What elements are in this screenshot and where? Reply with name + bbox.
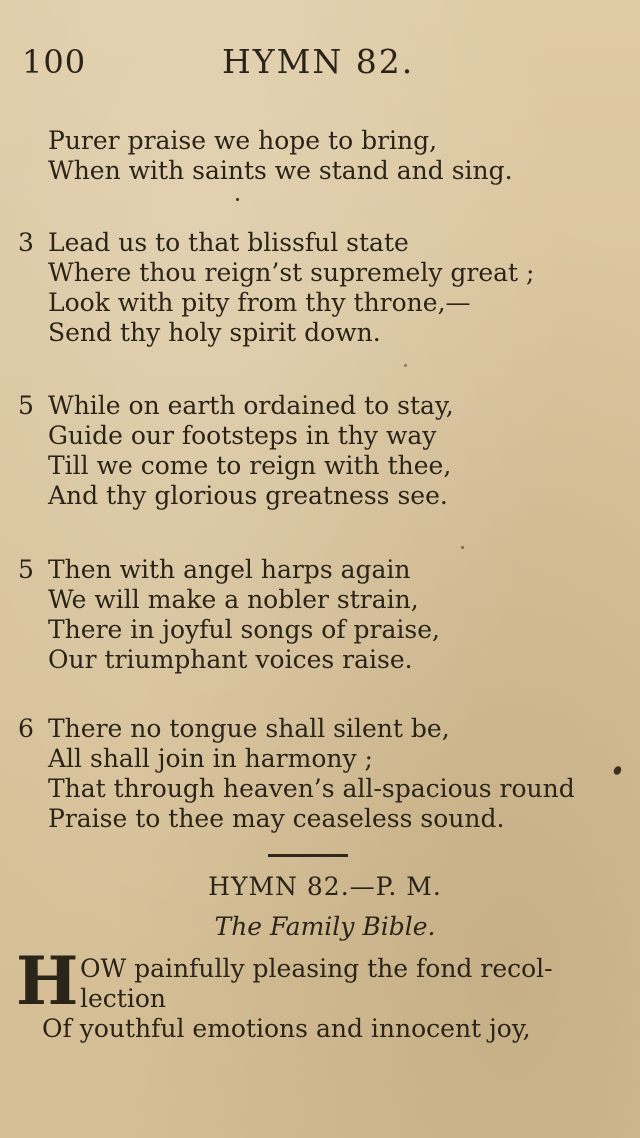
verse-line: All shall join in harmony ; bbox=[48, 744, 373, 773]
stanza bbox=[18, 228, 618, 348]
page-header bbox=[22, 40, 622, 84]
stanza-number: 5 bbox=[18, 555, 34, 584]
stanza-number: 6 bbox=[18, 714, 34, 743]
verse-line: 5 Then with angel harps again bbox=[18, 555, 411, 584]
verse-line: That through heaven’s all-spacious round bbox=[48, 774, 575, 803]
verse-line: OW painfully pleasing the fond recol- bbox=[80, 954, 553, 983]
verse-line: 3 Lead us to that blissful state bbox=[18, 228, 409, 257]
verse-line: Till we come to reign with thee, bbox=[48, 451, 452, 480]
paper-speck bbox=[461, 546, 464, 549]
verse-line: Praise to thee may ceaseless sound. bbox=[48, 804, 505, 833]
verse-line: 6 There no tongue shall silent be, bbox=[18, 714, 450, 743]
drop-cap: H bbox=[16, 942, 79, 1020]
verse-line: Look with pity from thy throne,— bbox=[48, 288, 471, 317]
stanza bbox=[18, 391, 618, 511]
verse-line: Of youthful emotions and innocent joy, bbox=[42, 1014, 531, 1043]
stanza-number: 5 bbox=[18, 391, 34, 420]
verse-line: Send thy holy spirit down. bbox=[48, 318, 381, 347]
verse-line: lection bbox=[80, 984, 166, 1013]
verse-line: Our triumphant voices raise. bbox=[48, 645, 413, 674]
stanza-number: 3 bbox=[18, 228, 34, 257]
verse-line: And thy glorious greatness see. bbox=[48, 481, 448, 510]
verse-line: Purer praise we hope to bring, bbox=[48, 126, 438, 155]
stanza-continuation bbox=[18, 126, 618, 186]
verse-line: Guide our footsteps in thy way bbox=[48, 421, 437, 450]
hymn-subtitle: The Family Bible. bbox=[214, 912, 436, 941]
verse-line: 5 While on earth ordained to stay, bbox=[18, 391, 454, 420]
running-head: HYMN 82. bbox=[222, 42, 415, 81]
stanza bbox=[18, 555, 618, 675]
verse-line: Where thou reign’st supremely great ; bbox=[48, 258, 535, 287]
verse-line: We will make a nobler strain, bbox=[48, 585, 419, 614]
page-number: 100 bbox=[22, 43, 87, 81]
section-divider bbox=[268, 854, 348, 857]
hymn-heading: HYMN 82.—P. M. bbox=[208, 872, 442, 901]
verse-line: When with saints we stand and sing. bbox=[48, 156, 513, 185]
verse-line: There in joyful songs of praise, bbox=[48, 615, 440, 644]
paper-speck bbox=[404, 364, 407, 367]
paper-speck bbox=[236, 198, 239, 201]
stanza bbox=[18, 714, 618, 834]
